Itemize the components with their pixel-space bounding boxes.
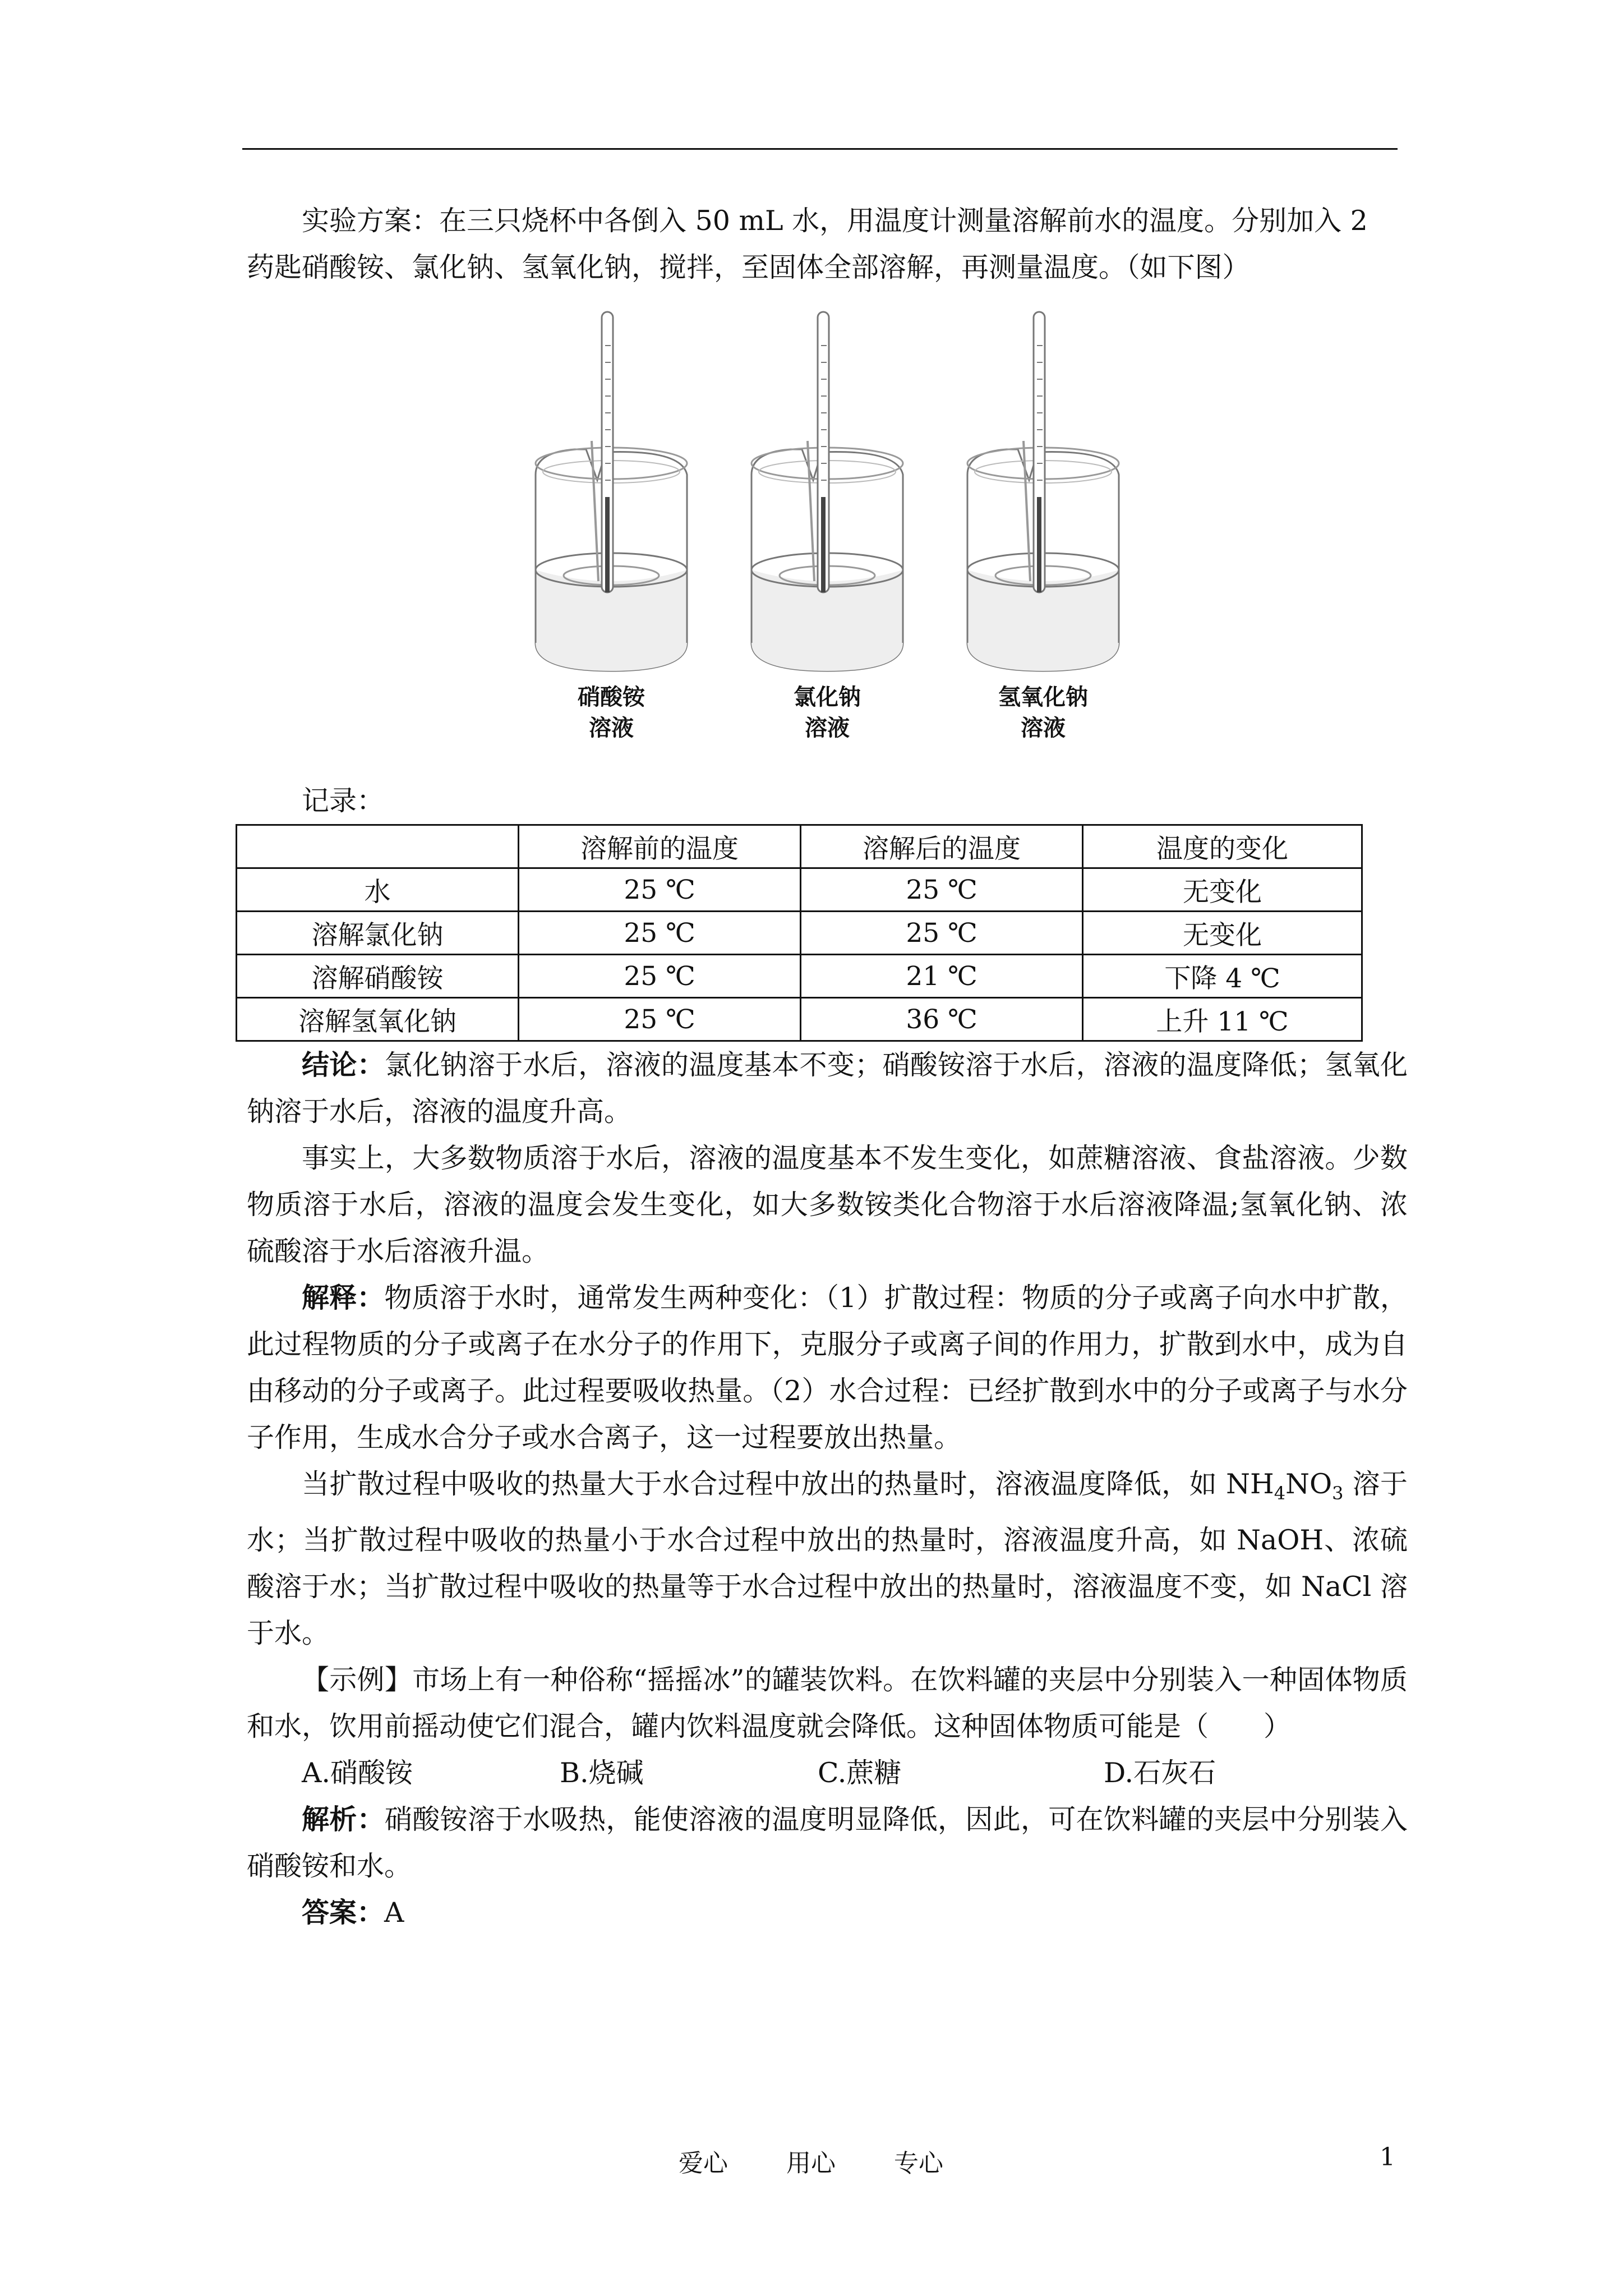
temperature-table bbox=[236, 824, 1363, 1042]
caption-ammonium-nitrate: 硝酸铵 溶液 bbox=[578, 684, 645, 741]
caption-sodium-hydroxide: 氢氧化钠 溶液 bbox=[998, 684, 1088, 741]
example-paragraph bbox=[247, 1657, 1408, 1750]
option-c: C.蔗糖 bbox=[818, 1756, 902, 1789]
analysis-text: 硝酸铵溶于水吸热，能使溶液的温度明显降低，因此，可在饮料罐的夹层中分别装入硝酸铵和水。 bbox=[247, 1803, 1408, 1882]
example-text: 市场上有一种俗称“摇摇冰”的罐装饮料。在饮料罐的夹层中分别装入一种固体物质和水，饮用前摇动使它们混合，罐内饮料温度就会降低。这种固体物质可能是（ ） bbox=[247, 1663, 1408, 1742]
beaker-ammonium-nitrate bbox=[536, 312, 687, 671]
table-row: 溶解氢氧化钠 25 ℃ 36 ℃ 上升 11 ℃ bbox=[237, 998, 1362, 1041]
answer-label: 答案： bbox=[302, 1895, 385, 1929]
option-a: A.硝酸铵 bbox=[302, 1756, 413, 1789]
option-b: B.烧碱 bbox=[560, 1756, 644, 1789]
document-body bbox=[247, 197, 1408, 1936]
beaker-sodium-hydroxide bbox=[967, 312, 1119, 671]
header-rule bbox=[242, 148, 1398, 150]
explanation-paragraph bbox=[247, 1274, 1408, 1461]
process-paragraph: 当扩散过程中吸收的热量大于水合过程中放出的热量时，溶液温度降低，如 $NH_4NO_3$ 溶于水；当扩散过程中吸收的热量小于水合过程中放出的热量时，溶液温度升高，如 NaOH、浓硫酸溶于水；当扩散过程中吸收的热量等于水合过程中放出的热量时，溶液温度不变，如 NaCl 溶于水。 bbox=[247, 1468, 1408, 1649]
table-row: 水 25 ℃ 25 ℃ 无变化 bbox=[237, 868, 1362, 912]
intro-line-1: 实验方案：在三只烧杯中各倒入 50 mL 水，用温度计测量溶解前水的温度。分别加入 2 bbox=[302, 205, 1368, 237]
conclusion-text: 氯化钠溶于水后，溶液的温度基本不变；硝酸铵溶于水后，溶液的温度降低；氢氧化钠溶于水后，溶液的温度升高。 bbox=[247, 1049, 1408, 1128]
footer-motto: 爱心 用心 专心 bbox=[679, 2149, 943, 2178]
example-label: 【示例】 bbox=[302, 1663, 413, 1696]
page-footer bbox=[0, 2143, 1623, 2188]
caption-sodium-chloride: 氯化钠 溶液 bbox=[794, 684, 861, 741]
conclusion-label: 结论： bbox=[302, 1048, 385, 1081]
analysis-paragraph bbox=[247, 1796, 1408, 1889]
conclusion-paragraph bbox=[247, 1042, 1408, 1135]
table-row: 溶解氯化钠 25 ℃ 25 ℃ 无变化 bbox=[237, 912, 1362, 955]
record-label: 记录： bbox=[302, 785, 385, 817]
answer-options bbox=[247, 1750, 1408, 1796]
beaker-figure bbox=[491, 295, 1164, 761]
intro-line-2: 药匙硝酸铵、氯化钠、氢氧化钠，搅拌，至固体全部溶解，再测量温度。（如下图） bbox=[247, 251, 1250, 283]
beaker-sodium-chloride bbox=[751, 312, 903, 671]
answer-paragraph bbox=[247, 1889, 1408, 1936]
page-number: 1 bbox=[1380, 2143, 1395, 2171]
analysis-label: 解析： bbox=[302, 1802, 385, 1835]
table-row: 溶解硝酸铵 25 ℃ 21 ℃ 下降 4 ℃ bbox=[237, 955, 1362, 998]
answer-value: A bbox=[384, 1896, 404, 1929]
explanation-text: 物质溶于水时，通常发生两种变化：（1）扩散过程：物质的分子或离子向水中扩散，此过程物质的分子或离子在水分子的作用下，克服分子或离子间的作用力，扩散到水中，成为自由移动的分子或离子。此过程要吸收热量。（2）水合过程：已经扩散到水中的分子或离子与水分子作用，生成水合分子或水合离子，这一过程要放出热量。 bbox=[247, 1282, 1408, 1453]
fact-paragraph: 事实上，大多数物质溶于水后，溶液的温度基本不发生变化，如蔗糖溶液、食盐溶液。少数物质溶于水后，溶液的温度会发生变化，如大多数铵类化合物溶于水后溶液降温;氢氧化钠、浓硫酸溶于水后溶液升温。 bbox=[247, 1142, 1408, 1267]
explanation-label: 解释： bbox=[302, 1281, 385, 1314]
table-header-row: 溶解前的温度 溶解后的温度 温度的变化 bbox=[237, 825, 1362, 868]
option-d: D.石灰石 bbox=[1104, 1756, 1216, 1789]
